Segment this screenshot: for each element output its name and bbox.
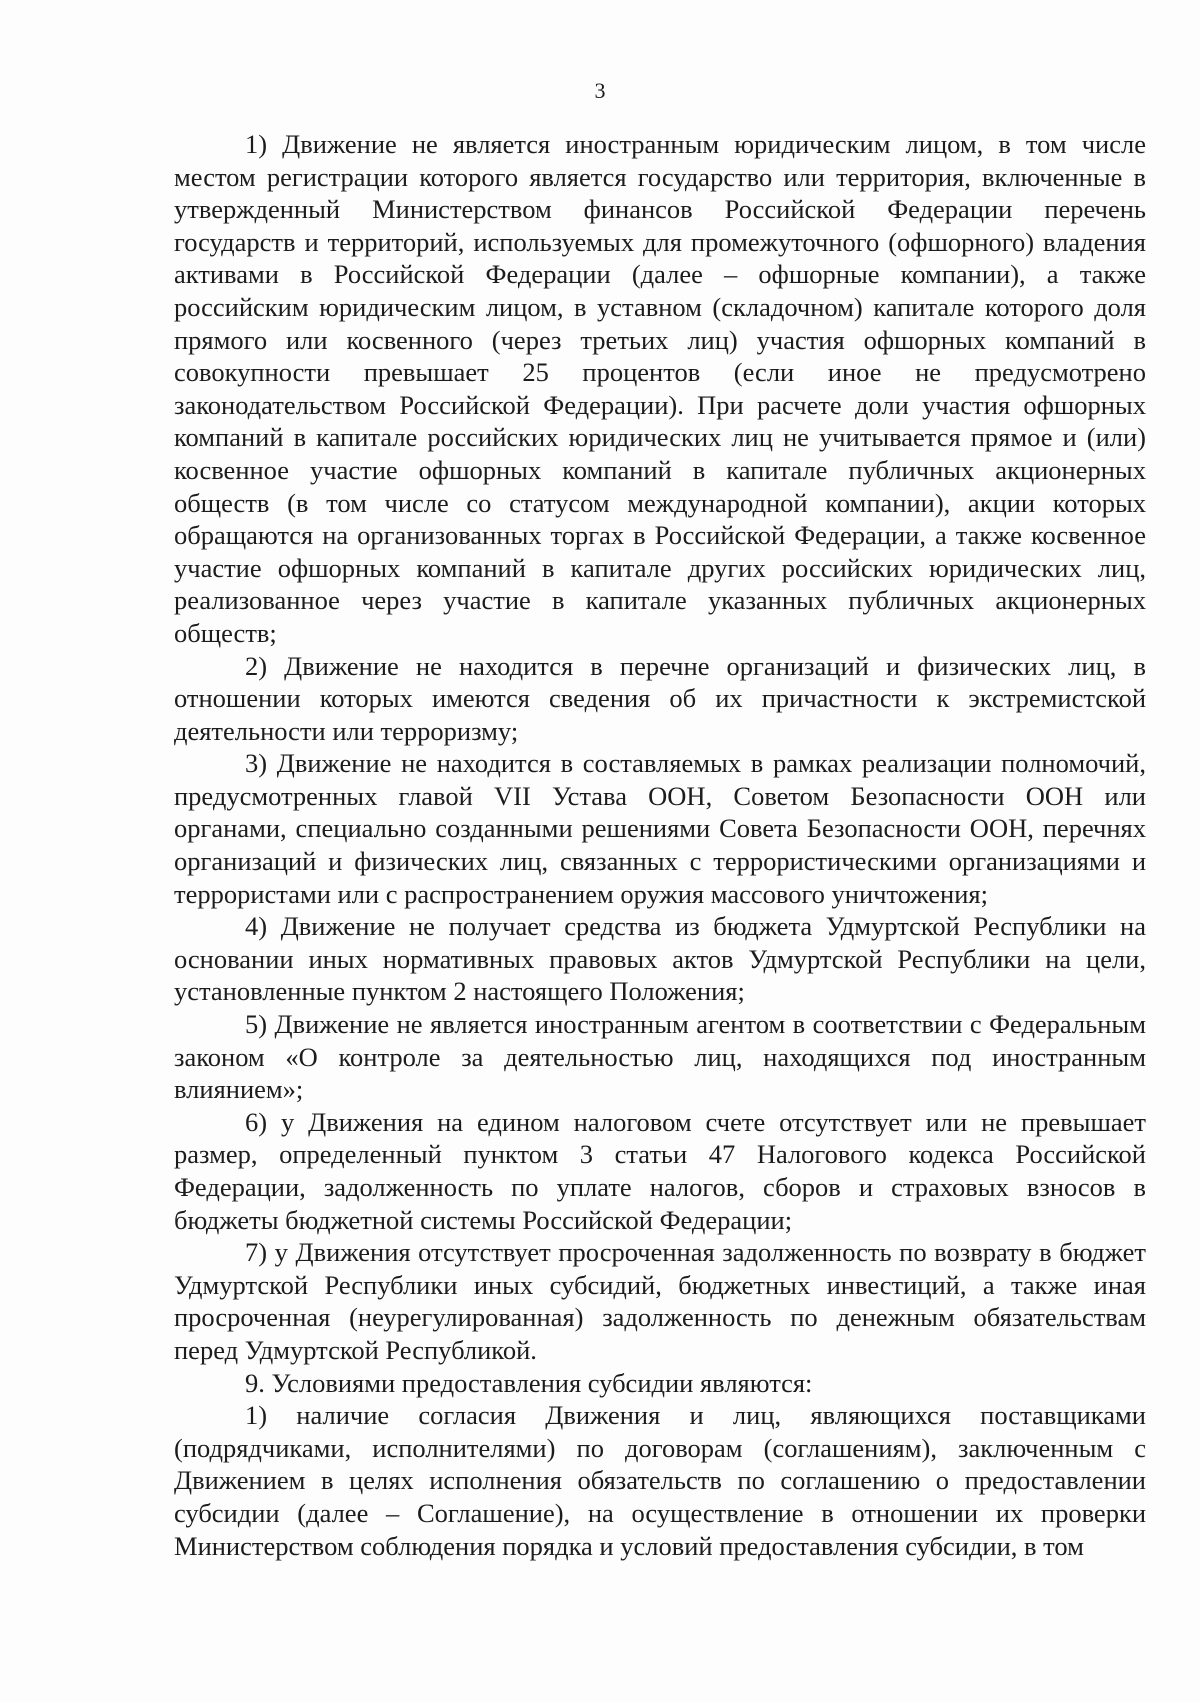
paragraph-item-7-overdue-debt: 7) у Движения отсутствует просроченная задолженность по возврату в бюджет Удмуртской Республики иных субсидий, бюджетных инвестиций, а также иная просроченная (неурегулированная) задолженность по денежным обязательствам перед Удмуртской Республикой. [174,1237,1146,1365]
paragraph-section-9-heading: 9. Условиями предоставления субсидии являются: [245,1367,813,1398]
paragraph-item-2-extremism: 2) Движение не находится в перечне организаций и физических лиц, в отношении которых имеются сведения об их причастности к экстремистской деятельности или терроризму; [174,650,1146,746]
paragraph-section-9-item-1: 1) наличие согласия Движения и лиц, являющихся поставщиками (подрядчиками, исполнителями) по договорам (соглашениям), заключенным с Движением в целях исполнения обязательств по соглашению о предоставлении субсидии (далее – Соглашение), на осуществление в отношении их проверки Министерством соблюдения порядка и условий предоставления субсидии, в том [174,1400,1146,1561]
paragraph-item-5-foreign-agent: 5) Движение не является иностранным агентом в соответствии с Федеральным законом «О контроле за деятельностью лиц, находящихся под иностранным влиянием»; [174,1009,1146,1105]
document-body [174,128,1146,1562]
paragraph-item-1-offshore: 1) Движение не является иностранным юридическим лицом, в том числе местом регистрации которого является государство или территория, включенные в утвержденный Министерством финансов Российской Федерации перечень государств и территорий, используемых для промежуточного (офшорного) владения активами в Российской Федерации (далее – офшорные компании), а также российским юридическим лицом, в уставном (складочном) капитале которого доля прямого или косвенного (через третьих лиц) участия офшорных компаний в совокупности превышает 25 процентов (если иное не предусмотрено законодательством Российской Федерации). При расчете доли участия офшорных компаний в капитале российских юридических лиц не учитывается прямое и (или) косвенное участие офшорных компаний в капитале публичных акционерных обществ (в том числе со статусом международной компании), акции которых обращаются на организованных торгах в Российской Федерации, а также косвенное участие офшорных компаний в капитале других российских юридических лиц, реализованное через участие в капитале указанных публичных акционерных обществ; [174,129,1146,648]
page-number: 3 [594,78,606,103]
paragraph-item-3-un-lists: 3) Движение не находится в составляемых в рамках реализации полномочий, предусмотренных главой VII Устава ООН, Советом Безопасности ООН или органами, специально созданными решениями Совета Безопасности ООН, перечнях организаций и физических лиц, связанных с террористическими организациями и террористами или с распространением оружия массового уничтожения; [174,748,1146,909]
paragraph-item-4-budget-funds: 4) Движение не получает средства из бюджета Удмуртской Республики на основании иных нормативных правовых актов Удмуртской Республики на цели, установленные пунктом 2 настоящего Положения; [174,911,1146,1007]
paragraph-item-6-tax-debt: 6) у Движения на едином налоговом счете отсутствует или не превышает размер, определенный пунктом 3 статьи 47 Налогового кодекса Российской Федерации, задолженность по уплате налогов, сборов и страховых взносов в бюджеты бюджетной системы Российской Федерации; [174,1106,1146,1235]
